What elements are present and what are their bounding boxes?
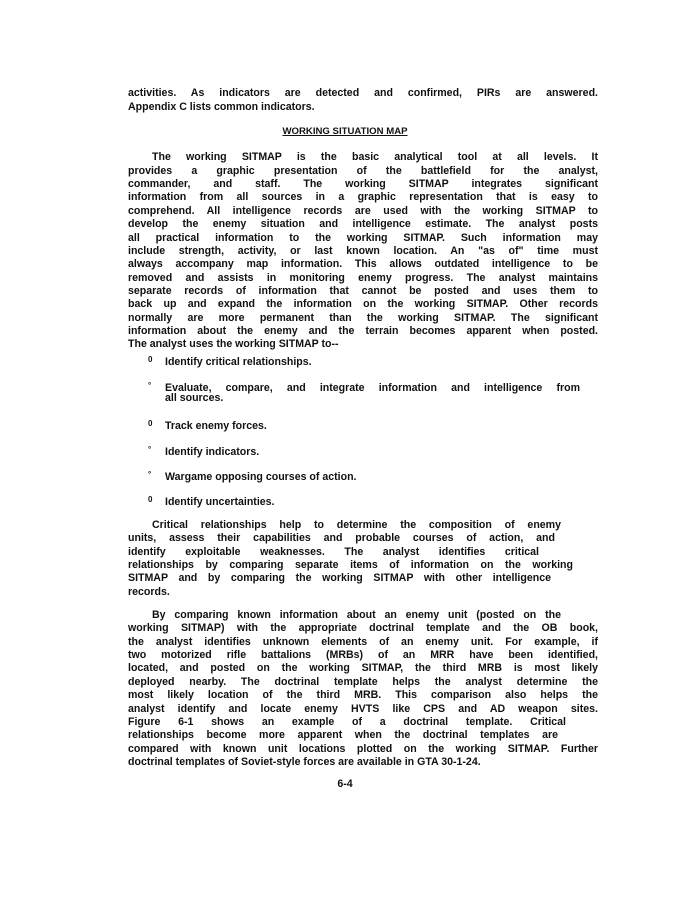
bullet-mark: ° <box>148 445 152 454</box>
bullet-text: Track enemy forces. <box>165 420 267 432</box>
para3-line: located, and posted on the working SITMAP, the third MRB is most likely <box>128 662 598 674</box>
bullet-item <box>148 468 357 484</box>
para1-line: provides a graphic presentation of the battlefield for the analyst, <box>128 165 598 177</box>
bullet-mark: 0 <box>148 419 153 428</box>
para3-line: deployed nearby. The doctrinal template helps the analyst determine the <box>128 676 598 688</box>
bullet-item <box>148 493 275 509</box>
para3-line: most likely location of the third MRB. This comparison also helps the <box>128 689 598 701</box>
para3-line: doctrinal templates of Soviet-style forces are available in GTA 30-1-24. <box>128 756 481 768</box>
section-heading: WORKING SITUATION MAP <box>282 126 408 137</box>
para3-line: two motorized rifle battalions (MRBs) of an MRR have been identified, <box>128 649 598 661</box>
para3-line: analyst identify and locate enemy HVTS like CPS and AD weapon sites. <box>128 703 598 715</box>
para2-line: records. <box>128 586 170 598</box>
intro-line: Appendix C lists common indicators. <box>128 101 315 113</box>
bullet-text: Wargame opposing courses of action. <box>165 471 357 483</box>
para2-line: relationships by comparing separate items of information on the working <box>128 559 573 571</box>
para3-line: working SITMAP) with the appropriate doctrinal template and the OB book, <box>128 622 598 634</box>
bullet-mark: 0 <box>148 355 153 364</box>
bullet-continuation: all sources. <box>165 392 224 404</box>
bullet-text: Identify critical relationships. <box>165 356 312 368</box>
para2-line: units, assess their capabilities and probable courses of action, and <box>128 532 555 544</box>
para2-line: Critical relationships help to determine the composition of enemy <box>152 519 561 531</box>
para1-line: all practical information to the working SITMAP. Such information may <box>128 232 598 244</box>
bullet-text: Identify uncertainties. <box>165 496 275 508</box>
para1-line: back up and expand the information on the working SITMAP. Other records <box>128 298 598 310</box>
bullet-item <box>148 353 312 369</box>
para3-line: By comparing known information about an enemy unit (posted on the <box>152 609 561 621</box>
para1-line: separate records of information that cannot be posted and uses them to <box>128 285 598 297</box>
para1-line: information about the enemy and the terrain becomes apparent when posted. <box>128 325 598 337</box>
para1-line: information from all sources in a graphic representation that is easy to <box>128 191 598 203</box>
bullet-mark: 0 <box>148 495 153 504</box>
para3-line: Figure 6-1 shows an example of a doctrinal template. Critical <box>128 716 566 728</box>
page-number: 6-4 <box>337 778 353 790</box>
para1-line: removed and assists in monitoring enemy progress. The analyst maintains <box>128 272 598 284</box>
para1-line: The analyst uses the working SITMAP to-- <box>128 338 339 350</box>
para3-line: the analyst identifies unknown elements of an enemy unit. For example, if <box>128 636 598 648</box>
para1-line: always accompany map information. This allows outdated intelligence to be <box>128 258 598 270</box>
para1-line: include strength, activity, or last known location. An "as of" time must <box>128 245 598 257</box>
bullet-mark: ° <box>148 470 152 479</box>
bullet-item <box>148 443 259 459</box>
para1-line: The working SITMAP is the basic analytical tool at all levels. It <box>152 151 598 163</box>
bullet-text: Identify indicators. <box>165 446 260 458</box>
para3-line: compared with known unit locations plotted on the working SITMAP. Further <box>128 743 598 755</box>
para1-line: normally are more permanent than the working SITMAP. The significant <box>128 312 598 324</box>
para2-line: SITMAP and by comparing the working SITMAP with other intelligence <box>128 572 551 584</box>
para1-line: commander, and staff. The working SITMAP integrates significant <box>128 178 598 190</box>
para1-line: comprehend. All intelligence records are used with the working SITMAP to <box>128 205 598 217</box>
para3-line: relationships become more apparent when the doctrinal templates are <box>128 729 558 741</box>
para2-line: identify exploitable weaknesses. The analyst identifies critical <box>128 546 539 558</box>
bullet-text: Evaluate, compare, and integrate information and intelligence from <box>165 382 580 394</box>
intro-line: activities. As indicators are detected and confirmed, PIRs are answered. <box>128 87 598 99</box>
bullet-item <box>148 417 267 433</box>
bullet-mark: ° <box>148 381 152 390</box>
para1-line: develop the enemy situation and intelligence estimate. The analyst posts <box>128 218 598 230</box>
